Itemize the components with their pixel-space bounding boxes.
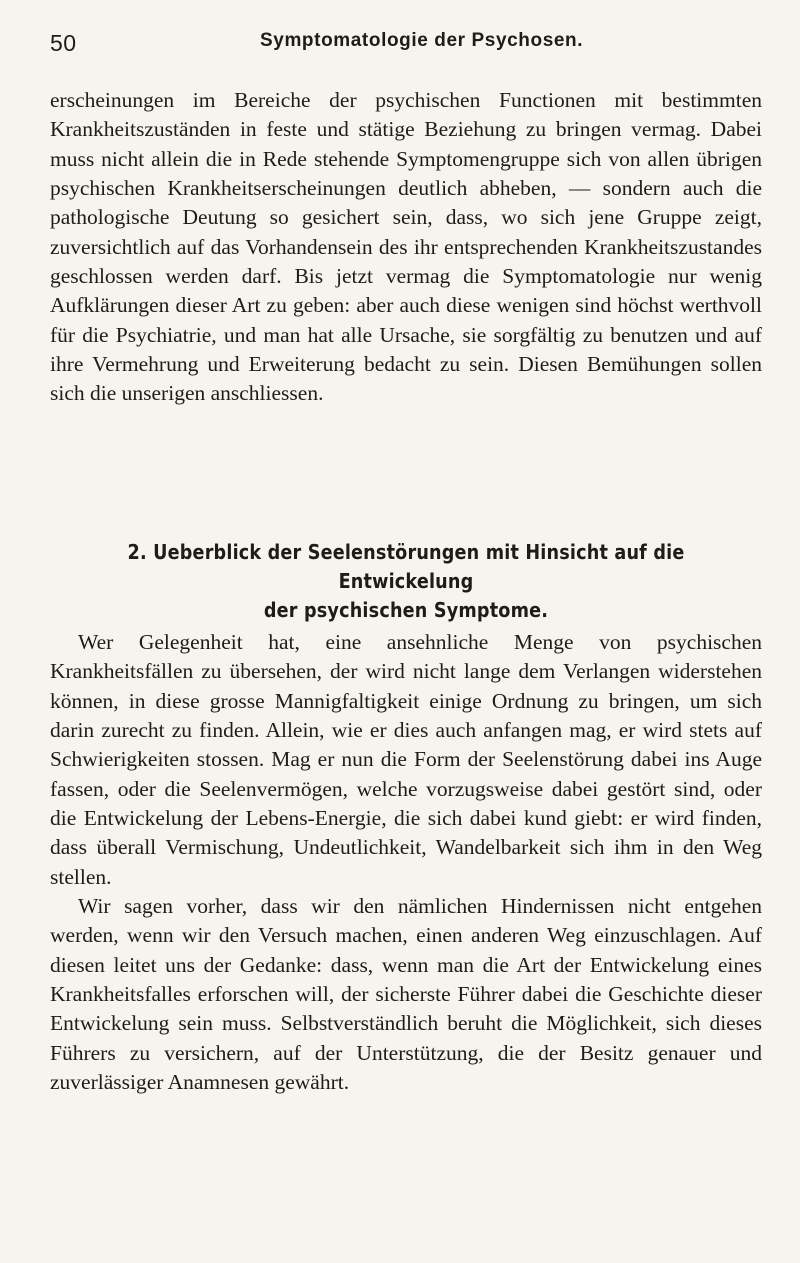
body-text-continuation — [50, 86, 762, 409]
section-body — [50, 628, 762, 1098]
paragraph: Wer Gelegenheit hat, eine ansehnliche Menge von psychischen Krankheitsfällen zu übersehen, der wird nicht lange dem Verlangen widerstehen können, in diese grosse Mannigfaltigkeit einige Ordnung zu bringen, um sich darin zurecht zu finden. Allein, wie er dies auch anfangen mag, er wird stets auf Schwierigkeiten stossen. Mag er nun die Form der Seelenstörung dabei ins Auge fassen, oder die Seelenvermögen, welche vorzugsweise dabei gestört sind, oder die Entwickelung der Lebens-Energie, die sich dabei kund giebt: er wird finden, dass überall Vermischung, Undeutlichkeit, Wandelbarkeit sich ihm in den Weg stellen. — [50, 630, 762, 889]
section-heading-line-2: der psychischen Symptome. — [263, 598, 549, 622]
running-head-title: Symptomatologie der Psychosen. — [260, 30, 584, 51]
paragraph: erscheinungen im Bereiche der psychischen Functionen mit bestimmten Krankheitszuständen in feste und stätige Beziehung zu bringen vermag. Dabei muss nicht allein die in Rede stehende Symptomengruppe sich von allen übrigen psychischen Krankheitserscheinungen deutlich abheben, — sondern auch die pathologische Deutung so gesichert sein, dass, wo sich jene Gruppe zeigt, zuversichtlich auf das Vorhandensein des ihr entsprechenden Krankheitszustandes geschlossen werden darf. Bis jetzt vermag die Symptomatologie nur wenig Aufklärungen dieser Art zu geben: aber auch diese wenigen sind höchst werthvoll für die Psychiatrie, und man hat alle Ursache, sie sorgfältig zu benutzen und auf ihre Vermehrung und Erweiterung bedacht zu sein. Diesen Bemühungen sollen sich die unserigen anschliessen. — [50, 88, 762, 406]
running-head — [50, 30, 762, 60]
section-heading — [100, 538, 712, 625]
book-page — [50, 0, 762, 1263]
page-number: 50 — [50, 30, 77, 56]
paragraph: Wir sagen vorher, dass wir den nämlichen Hindernissen nicht entgehen werden, wenn wir den Versuch machen, einen anderen Weg einzuschlagen. Auf diesen leitet uns der Gedanke: dass, wenn man die Art der Entwickelung eines Krankheitsfalles erforschen will, der sicherste Führer dabei die Geschichte dieser Entwickelung sein muss. Selbstverständlich beruht die Möglichkeit, sich dieses Führers zu versichern, auf der Unterstützung, die der Besitz genauer und zuverlässiger Anamnesen gewährt. — [50, 894, 762, 1095]
section-heading-line-1: 2. Ueberblick der Seelenstörungen mit Hinsicht auf die Entwickelung — [127, 540, 685, 593]
